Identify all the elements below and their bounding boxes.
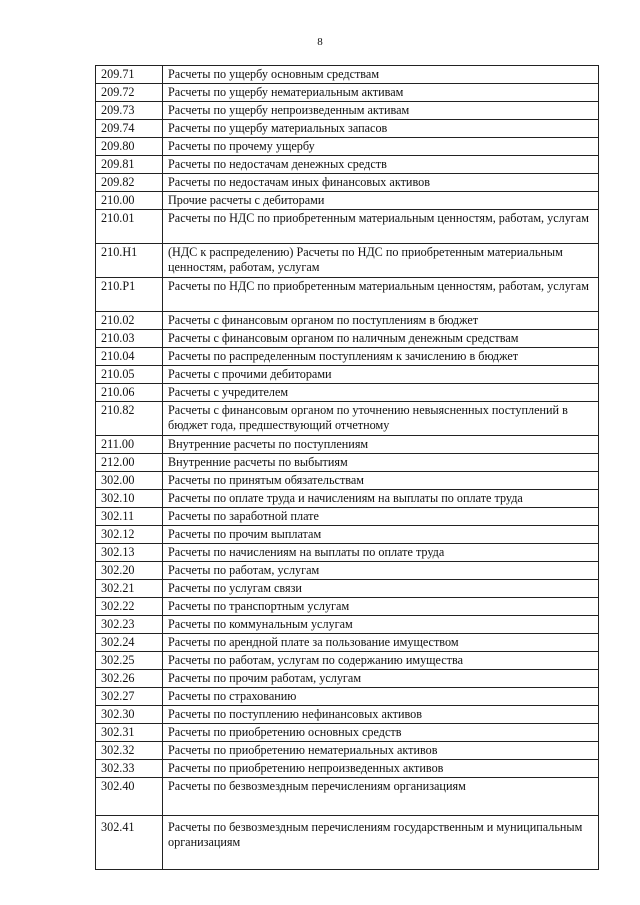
table-row xyxy=(96,244,599,278)
account-name: Расчеты по оплате труда и начислениям на выплаты по оплате труда xyxy=(163,490,599,508)
account-code: 212.00 xyxy=(96,454,163,472)
account-code: 302.22 xyxy=(96,598,163,616)
account-name: Расчеты по коммунальным услугам xyxy=(163,616,599,634)
account-code: 209.81 xyxy=(96,156,163,174)
page-number: 8 xyxy=(317,36,323,48)
account-code: 209.82 xyxy=(96,174,163,192)
account-name: Расчеты по недостачам денежных средств xyxy=(163,156,599,174)
account-name: Расчеты по ущербу непроизведенным активам xyxy=(163,102,599,120)
table-row xyxy=(96,384,599,402)
account-code: 210.05 xyxy=(96,366,163,384)
account-code: 302.30 xyxy=(96,706,163,724)
table-row xyxy=(96,102,599,120)
account-code: 302.32 xyxy=(96,742,163,760)
account-code: 210.Р1 xyxy=(96,278,163,312)
table-row xyxy=(96,210,599,244)
table-row xyxy=(96,120,599,138)
account-code: 210.02 xyxy=(96,312,163,330)
table-row xyxy=(96,84,599,102)
account-code: 302.26 xyxy=(96,670,163,688)
table-row xyxy=(96,544,599,562)
table-row xyxy=(96,526,599,544)
table-row xyxy=(96,330,599,348)
account-name: Расчеты с финансовым органом по уточнению невыясненных поступлений в бюджет года, предшествующий отчетному xyxy=(163,402,599,436)
account-code: 210.04 xyxy=(96,348,163,366)
account-name: Расчеты по распределенным поступлениям к зачислению в бюджет xyxy=(163,348,599,366)
account-name: Расчеты с финансовым органом по поступлениям в бюджет xyxy=(163,312,599,330)
account-code: 302.10 xyxy=(96,490,163,508)
account-code: 302.12 xyxy=(96,526,163,544)
account-name: Расчеты по начислениям на выплаты по оплате труда xyxy=(163,544,599,562)
account-code: 302.21 xyxy=(96,580,163,598)
account-name: Расчеты по прочему ущербу xyxy=(163,138,599,156)
account-name: Расчеты по заработной плате xyxy=(163,508,599,526)
accounts-table xyxy=(95,65,599,870)
account-code: 210.00 xyxy=(96,192,163,210)
table-row xyxy=(96,616,599,634)
account-name: Расчеты по работам, услугам xyxy=(163,562,599,580)
account-name: Расчеты по прочим работам, услугам xyxy=(163,670,599,688)
account-name: Расчеты по безвозмездным перечислениям государственным и муниципальным организациям xyxy=(163,816,599,870)
account-code: 210.03 xyxy=(96,330,163,348)
account-name: Внутренние расчеты по поступлениям xyxy=(163,436,599,454)
account-code: 209.72 xyxy=(96,84,163,102)
table-row xyxy=(96,634,599,652)
table-row xyxy=(96,580,599,598)
table-row xyxy=(96,562,599,580)
table-row xyxy=(96,174,599,192)
account-name: Расчеты по НДС по приобретенным материальным ценностям, работам, услугам xyxy=(163,210,599,244)
account-name: Расчеты по приобретению нематериальных активов xyxy=(163,742,599,760)
table-row xyxy=(96,348,599,366)
table-row xyxy=(96,66,599,84)
account-code: 209.71 xyxy=(96,66,163,84)
table-row xyxy=(96,816,599,870)
account-name: Расчеты по арендной плате за пользование имуществом xyxy=(163,634,599,652)
account-name: Расчеты по приобретению основных средств xyxy=(163,724,599,742)
table-row xyxy=(96,138,599,156)
account-name: Расчеты с учредителем xyxy=(163,384,599,402)
account-code: 302.00 xyxy=(96,472,163,490)
account-code: 209.80 xyxy=(96,138,163,156)
table-row xyxy=(96,312,599,330)
account-code: 302.33 xyxy=(96,760,163,778)
account-name: Расчеты по страхованию xyxy=(163,688,599,706)
account-code: 210.06 xyxy=(96,384,163,402)
table-row xyxy=(96,156,599,174)
table-row xyxy=(96,598,599,616)
account-code: 302.25 xyxy=(96,652,163,670)
account-name: Расчеты по прочим выплатам xyxy=(163,526,599,544)
account-code: 302.13 xyxy=(96,544,163,562)
table-row xyxy=(96,688,599,706)
account-name: Расчеты по ущербу нематериальным активам xyxy=(163,84,599,102)
table-row xyxy=(96,706,599,724)
table-row xyxy=(96,508,599,526)
account-code: 210.01 xyxy=(96,210,163,244)
table-row xyxy=(96,670,599,688)
account-name: Расчеты по НДС по приобретенным материальным ценностям, работам, услугам xyxy=(163,278,599,312)
table-row xyxy=(96,724,599,742)
account-name: Расчеты по принятым обязательствам xyxy=(163,472,599,490)
table-row xyxy=(96,366,599,384)
account-code: 302.40 xyxy=(96,778,163,816)
account-name: (НДС к распределению) Расчеты по НДС по приобретенным материальным ценностям, работам, услугам xyxy=(163,244,599,278)
account-code: 302.11 xyxy=(96,508,163,526)
table-row xyxy=(96,760,599,778)
table-row xyxy=(96,778,599,816)
account-name: Расчеты по ущербу основным средствам xyxy=(163,66,599,84)
account-name: Внутренние расчеты по выбытиям xyxy=(163,454,599,472)
table-row xyxy=(96,490,599,508)
account-code: 302.24 xyxy=(96,634,163,652)
table-row xyxy=(96,278,599,312)
table-row xyxy=(96,652,599,670)
table-row xyxy=(96,192,599,210)
account-name: Расчеты по услугам связи xyxy=(163,580,599,598)
account-code: 302.31 xyxy=(96,724,163,742)
account-name: Расчеты по работам, услугам по содержанию имущества xyxy=(163,652,599,670)
account-code: 302.27 xyxy=(96,688,163,706)
account-name: Прочие расчеты с дебиторами xyxy=(163,192,599,210)
account-code: 210.82 xyxy=(96,402,163,436)
table-row xyxy=(96,472,599,490)
account-code: 211.00 xyxy=(96,436,163,454)
account-name: Расчеты по приобретению непроизведенных активов xyxy=(163,760,599,778)
account-name: Расчеты с финансовым органом по наличным денежным средствам xyxy=(163,330,599,348)
table-row xyxy=(96,742,599,760)
account-name: Расчеты по ущербу материальных запасов xyxy=(163,120,599,138)
account-name: Расчеты по поступлению нефинансовых активов xyxy=(163,706,599,724)
account-code: 209.74 xyxy=(96,120,163,138)
account-code: 302.23 xyxy=(96,616,163,634)
account-name: Расчеты по безвозмездным перечислениям организациям xyxy=(163,778,599,816)
account-code: 302.41 xyxy=(96,816,163,870)
account-name: Расчеты по недостачам иных финансовых активов xyxy=(163,174,599,192)
account-code: 210.Н1 xyxy=(96,244,163,278)
account-code: 302.20 xyxy=(96,562,163,580)
account-name: Расчеты по транспортным услугам xyxy=(163,598,599,616)
account-name: Расчеты с прочими дебиторами xyxy=(163,366,599,384)
table-row xyxy=(96,436,599,454)
table-row xyxy=(96,402,599,436)
table-row xyxy=(96,454,599,472)
account-code: 209.73 xyxy=(96,102,163,120)
